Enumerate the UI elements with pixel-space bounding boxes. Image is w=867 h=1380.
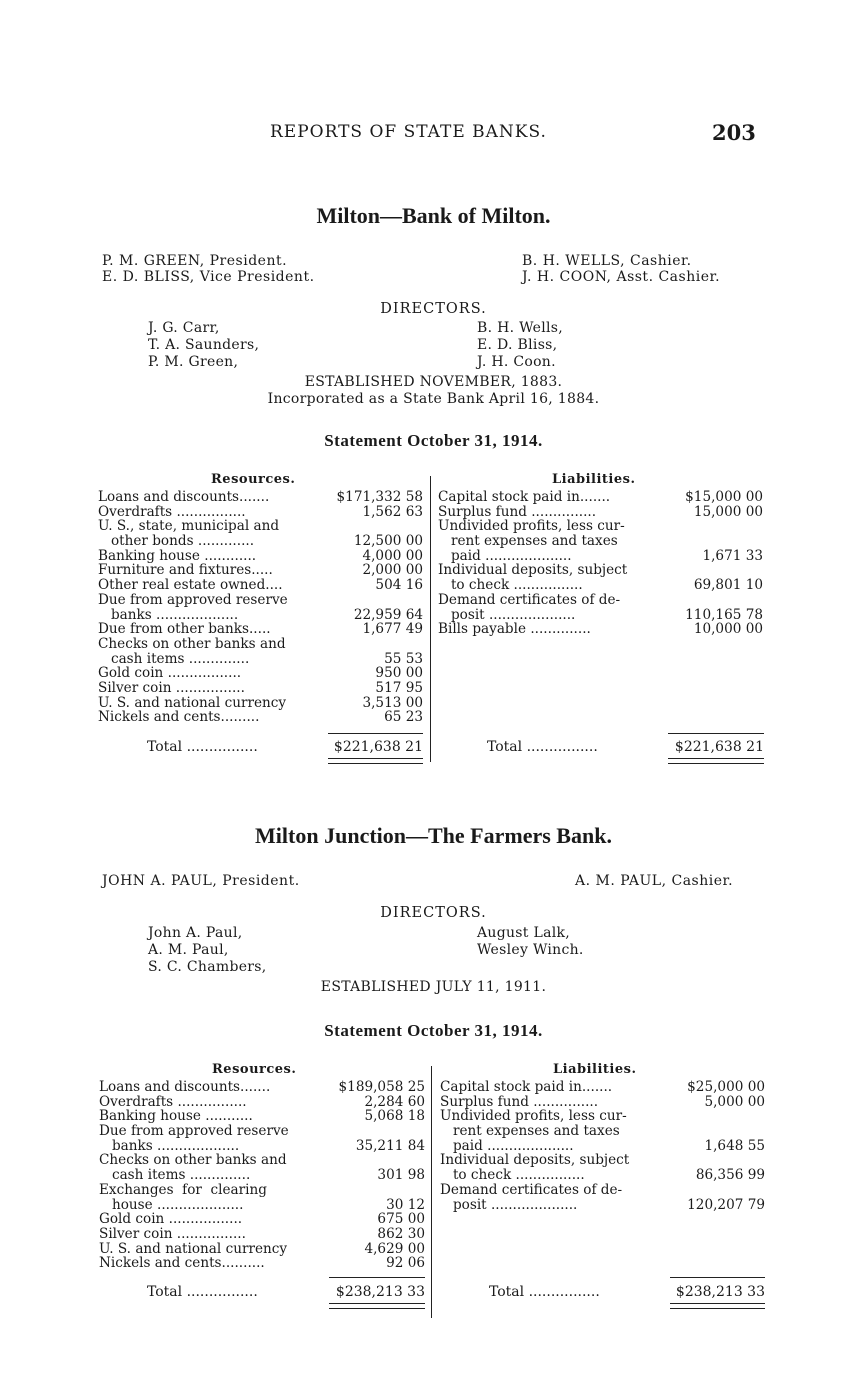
resources-total-row [147,739,423,755]
resources-total: $238,213 33 [335,1284,425,1300]
double-rule [329,1303,425,1309]
officers-right [522,253,720,285]
table-row: Undivided profits, less cur- [438,518,625,535]
incorporated-line: Incorporated as a State Bank April 16, 1884. [267,391,600,407]
liabilities-heading: Liabilities. [552,472,636,487]
table-row: house .................... 30 12 [99,1196,425,1213]
director: J. G. Carr, [148,320,220,336]
running-title: REPORTS OF STATE BANKS. [270,122,547,142]
resources-total-row [147,1284,425,1300]
table-row: Checks on other banks and [99,1152,287,1169]
table-row: paid .................... 1,648 55 [440,1137,765,1154]
table-row: Individual deposits, subject [438,562,628,579]
director: Wesley Winch. [477,942,584,958]
officers-left [102,873,300,889]
directors-heading: DIRECTORS. [380,301,487,317]
officers-right [575,873,733,889]
table-row: Checks on other banks and [98,635,286,652]
total-label: Total ................ [147,1284,258,1300]
sum-rule [328,733,423,734]
resources-total: $221,638 21 [333,739,423,755]
table-row: Due from approved reserve [98,591,288,608]
table-row: Surplus fund ............... 15,000 00 [438,503,763,520]
directors-right [477,925,584,959]
table-row: Gold coin ................. 950 00 [98,665,423,682]
column-divider [430,476,431,762]
officers-left [102,253,315,285]
established-line: ESTABLISHED JULY 11, 1911. [320,979,547,995]
director: E. D. Bliss, [477,337,558,353]
director: T. A. Saunders, [148,337,260,353]
statement-title: Statement October 31, 1914. [324,1021,543,1040]
officer: J. H. COON, Asst. Cashier. [522,269,721,285]
directors-heading: DIRECTORS. [380,905,487,921]
table-row: other bonds ............. 12,500 00 [98,533,423,550]
table-row: Surplus fund ............... 5,000 00 [440,1093,765,1110]
liabilities-list [440,1080,765,1212]
table-row: Due from other banks..... 1,677 49 [98,621,423,638]
table-row: Furniture and fixtures..... 2,000 00 [98,562,423,579]
table-row: Bills payable .............. 10,000 00 [438,621,763,638]
director: A. M. Paul, [148,942,229,958]
table-row: to check ................ 69,801 10 [438,577,763,594]
table-row: Demand certificates of de- [440,1181,623,1198]
sum-rule [670,1277,765,1278]
table-row: Loans and discounts....... $189,058 25 [99,1079,425,1095]
table-row: Silver coin ................ 517 95 [98,679,423,696]
table-row: Capital stock paid in....... $15,000 00 [438,489,763,505]
table-row: Banking house ............ 4,000 00 [98,547,423,564]
officer: A. M. PAUL, Cashier. [575,873,734,889]
liabilities-total: $221,638 21 [674,739,764,755]
table-row: Silver coin ................ 862 30 [99,1225,425,1242]
table-row: U. S. and national currency 4,629 00 [99,1240,425,1257]
director: P. M. Green, [148,354,239,370]
directors-right [477,320,563,371]
directors-left [148,320,259,371]
column-divider [431,1066,432,1318]
officer: P. M. GREEN, President. [102,253,288,269]
director: John A. Paul, [148,925,243,941]
table-row: Undivided profits, less cur- [440,1108,627,1125]
liabilities-heading: Liabilities. [553,1062,637,1077]
resources-heading: Resources. [211,472,296,487]
sum-rule [329,1277,425,1278]
table-row: Banking house ........... 5,068 18 [99,1108,425,1125]
resources-list [99,1080,425,1271]
total-label: Total ................ [487,739,598,755]
double-rule [668,758,764,764]
table-row: Overdrafts ................ 2,284 60 [99,1093,425,1110]
table-row: Overdrafts ................ 1,562 63 [98,503,423,520]
established [0,979,867,996]
bank-title: Milton Junction—The Farmers Bank. [255,823,612,848]
officer: B. H. WELLS, Cashier. [522,253,692,269]
table-row: rent expenses and taxes [440,1123,620,1140]
director: August Lalk, [477,925,571,941]
statement-title: Statement October 31, 1914. [324,431,543,450]
directors-left [148,925,267,976]
established [0,374,867,408]
table-row: Loans and discounts....... $171,332 58 [98,489,423,505]
table-row: Gold coin ................. 675 00 [99,1211,425,1228]
total-label: Total ................ [147,739,258,755]
table-row: cash items .............. 55 53 [98,650,423,667]
total-label: Total ................ [489,1284,600,1300]
table-row: banks ................... 35,211 84 [99,1137,425,1154]
page-number: 203 [712,120,756,145]
table-row: U. S., state, municipal and [98,518,280,535]
director: J. H. Coon. [477,354,556,370]
table-row: posit .................... 120,207 79 [440,1196,765,1213]
officer: JOHN A. PAUL, President. [102,873,300,889]
officer: E. D. BLISS, Vice President. [102,269,315,285]
table-row: Due from approved reserve [99,1123,289,1140]
table-row: to check ................ 86,356 99 [440,1167,765,1184]
double-rule [328,758,423,764]
table-row: Demand certificates of de- [438,591,621,608]
double-rule [670,1303,765,1309]
table-row: Capital stock paid in....... $25,000 00 [440,1079,765,1095]
table-row: U. S. and national currency 3,513 00 [98,694,423,711]
table-row: Individual deposits, subject [440,1152,630,1169]
table-row: rent expenses and taxes [438,533,618,550]
table-row: Exchanges for clearing [99,1181,267,1198]
table-row: Nickels and cents.......... 92 06 [99,1255,425,1272]
liabilities-total-row [487,739,764,755]
table-row: Other real estate owned.... 504 16 [98,577,423,594]
established-line: ESTABLISHED NOVEMBER, 1883. [304,374,563,390]
bank-title: Milton—Bank of Milton. [316,203,551,228]
liabilities-list [438,490,763,637]
liabilities-total: $238,213 33 [675,1284,765,1300]
sum-rule [668,733,764,734]
resources-heading: Resources. [212,1062,297,1077]
table-row: Nickels and cents......... 65 23 [98,709,423,726]
table-row: posit .................... 110,165 78 [438,606,763,623]
liabilities-total-row [489,1284,765,1300]
table-row: banks ................... 22,959 64 [98,606,423,623]
director: B. H. Wells, [477,320,564,336]
table-row: cash items .............. 301 98 [99,1167,425,1184]
resources-list [98,490,423,725]
table-row: paid .................... 1,671 33 [438,547,763,564]
director: S. C. Chambers, [148,959,267,975]
